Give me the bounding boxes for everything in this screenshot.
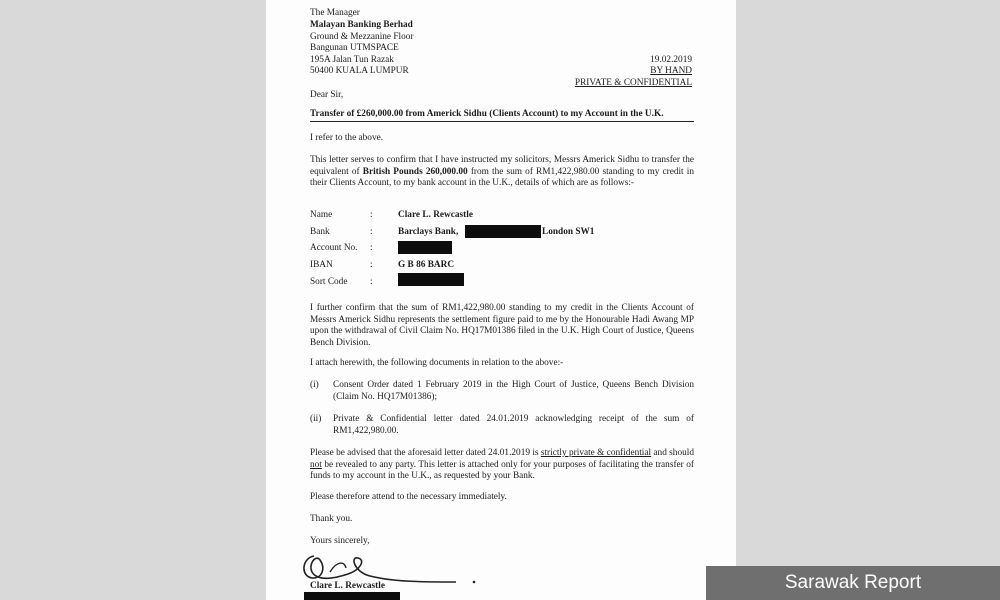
delivery-method: BY HAND <box>650 66 692 76</box>
closing-request: Please therefore attend to the necessary immediately. <box>310 492 507 502</box>
attachment-number: (ii) <box>310 414 322 424</box>
redaction-bar <box>398 273 464 286</box>
paragraph-instruction: This letter serves to confirm that I have instructed my solicitors, Messrs Americk Sidhu to transfer the equivalent of British Pounds 260,000.00 from the sum of RM1,422,980.00 standing to my credit in their Clients Account, to my bank account in the U.K., details of which are as follows:- <box>310 155 695 188</box>
addressee-line: The Manager <box>310 8 360 18</box>
subject-underline <box>310 121 694 122</box>
detail-colon: : <box>370 260 373 270</box>
detail-label-name: Name <box>310 210 333 220</box>
source-watermark: Sarawak Report <box>706 566 1000 600</box>
detail-colon: : <box>370 277 373 287</box>
attachment-number: (i) <box>310 380 319 390</box>
letter-page <box>266 0 736 600</box>
letter-date: 19.02.2019 <box>650 55 692 65</box>
addressee-line: 50400 KUALA LUMPUR <box>310 66 409 76</box>
addressee-line: 195A Jalan Tun Razak <box>310 55 394 65</box>
attachments-intro: I attach herewith, the following documents in relation to the above:- <box>310 358 564 368</box>
detail-value-name: Clare L. Rewcastle <box>398 210 473 220</box>
closing-line: Yours sincerely, <box>310 536 370 546</box>
addressee-bank-name: Malayan Banking Berhad <box>310 20 413 30</box>
detail-label-bank: Bank <box>310 227 330 237</box>
paragraph-settlement: I further confirm that the sum of RM1,422,980.00 standing to my credit in the Clients Account of Messrs Americk Sidhu represents the settlement figure paid to me by the Honourable Hadi Awang MP upon the withdrawal of Civil Claim No. HQ17M01386 filed in the U.K. High Court of Justice, Queens Bench Division. <box>310 303 694 348</box>
detail-label-sort-code: Sort Code <box>310 277 348 287</box>
detail-colon: : <box>370 227 373 237</box>
salutation: Dear Sir, <box>310 90 344 100</box>
detail-label-iban: IBAN <box>310 260 333 270</box>
thanks-line: Thank you. <box>310 514 353 524</box>
detail-colon: : <box>370 243 373 253</box>
attachment-item: Private & Confidential letter dated 24.01.2019 acknowledging receipt of the sum of RM1,422,980.00. <box>333 414 694 436</box>
redaction-bar <box>304 592 400 600</box>
redaction-bar <box>465 225 541 238</box>
intro-text: I refer to the above. <box>310 133 384 143</box>
detail-value-iban: G B 86 BARC <box>398 260 455 270</box>
detail-value-bank-location: London SW1 <box>542 227 595 237</box>
addressee-line: Bangunan UTMSPACE <box>310 43 399 53</box>
detail-colon: : <box>370 210 373 220</box>
signatory-name: Clare L. Rewcastle <box>310 581 385 591</box>
redaction-bar <box>398 241 452 254</box>
detail-value-bank: Barclays Bank, <box>398 227 459 237</box>
detail-label-account: Account No. <box>310 243 358 253</box>
attachment-item: Consent Order dated 1 February 2019 in the High Court of Justice, Queens Bench Division (Claim No. HQ17M01386); <box>333 380 694 402</box>
addressee-line: Ground & Mezzanine Floor <box>310 32 414 42</box>
confidential-marking: PRIVATE & CONFIDENTIAL <box>574 78 692 88</box>
subject-line: Transfer of £260,000.00 from Americk Sidhu (Clients Account) to my Account in the U.K. <box>310 109 664 119</box>
paragraph-confidentiality: Please be advised that the aforesaid letter dated 24.01.2019 is strictly private & confidential and should not be revealed to any party. This letter is attached only for your purposes of facilitating the transfer of funds to my account in the U.K., as requested by your Bank. <box>310 448 694 481</box>
